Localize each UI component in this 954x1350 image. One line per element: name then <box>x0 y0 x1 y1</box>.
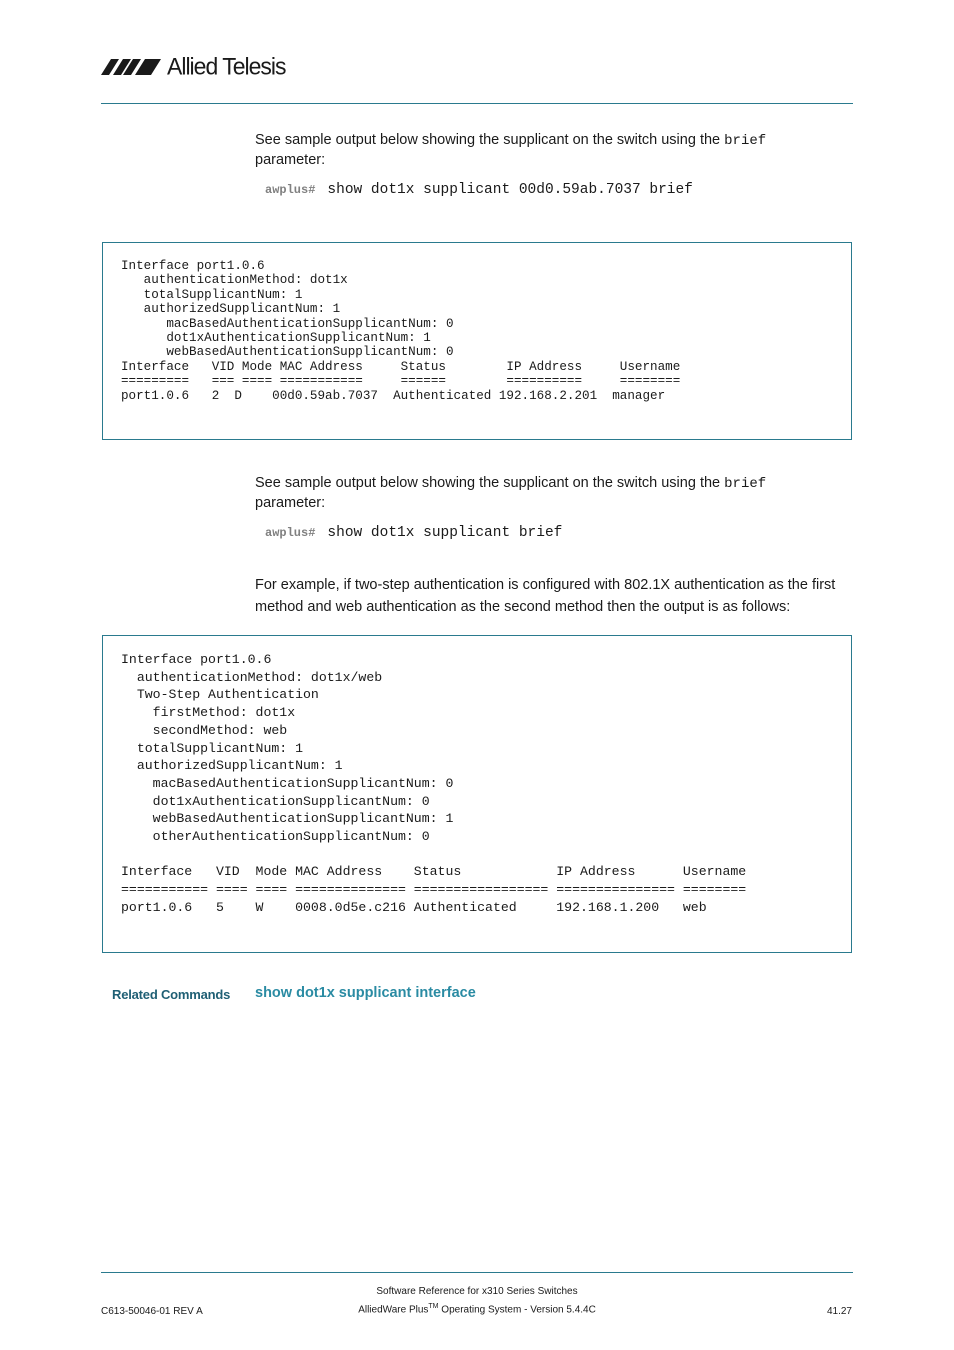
section2-intro <box>255 474 855 513</box>
section2-output-line: authorizedSupplicantNum: 1 <box>121 758 343 774</box>
section2-output-line: otherAuthenticationSupplicantNum: 0 <box>121 829 430 845</box>
header-rule <box>101 103 853 104</box>
section2-command-line <box>265 525 562 541</box>
footer-rule <box>101 1272 853 1273</box>
section1-output-line: port1.0.6 2 D 00d0.59ab.7037 Authenticated 192.168.2.201 manager <box>121 388 666 403</box>
section2-command: show dot1x supplicant brief <box>327 525 563 541</box>
section2-output-line: webBasedAuthenticationSupplicantNum: 1 <box>121 811 454 827</box>
footer-title: Software Reference for x310 Series Switches <box>376 1286 578 1297</box>
section2-intro-code: brief <box>724 476 767 492</box>
section1-output-line: authorizedSupplicantNum: 1 <box>121 302 341 317</box>
section1-output-box <box>102 242 852 440</box>
section2-output-line: firstMethod: dot1x <box>121 705 296 721</box>
section2-output-line: secondMethod: web <box>121 722 288 738</box>
section2-output-line: Interface VID Mode MAC Address Status IP Address Username <box>121 864 747 880</box>
section1-output-line: Interface port1.0.6 <box>121 259 265 273</box>
section1-output-line: dot1xAuthenticationSupplicantNum: 1 <box>121 331 431 346</box>
section1-output-line: Interface VID Mode MAC Address Status IP Address Username <box>121 359 681 374</box>
brand-name: Allied Telesis <box>167 51 286 80</box>
section1-output-line: totalSupplicantNum: 1 <box>121 287 303 302</box>
related-commands-label: Related Commands <box>112 987 231 1002</box>
related-command-link[interactable]: show dot1x supplicant interface <box>255 985 476 1001</box>
section1-command-line <box>265 182 693 198</box>
section1-command: show dot1x supplicant 00d0.59ab.7037 brief <box>327 182 693 198</box>
section1-output-line: ========= === ==== =========== ====== ========== ======== <box>121 374 681 389</box>
footer-os-suffix: Operating System - Version 5.4.4C <box>438 1304 596 1316</box>
section2-output-line: Two-Step Authentication <box>121 687 319 703</box>
section2-output-line: =========== ==== ==== ============== ================= =============== ======== <box>121 882 747 898</box>
footer-page-number: 41.27 <box>826 1306 852 1317</box>
section2-output-line: authenticationMethod: dot1x/web <box>121 669 383 685</box>
footer-doc-id: C613-50046-01 REV A <box>101 1306 203 1317</box>
section1-intro <box>255 131 855 170</box>
footer-os-prefix: AlliedWare Plus <box>358 1304 429 1316</box>
section2-intro-text: See sample output below showing the supplicant on the switch using the <box>255 475 725 491</box>
section2-output-line: totalSupplicantNum: 1 <box>121 740 304 756</box>
section2-output <box>121 651 746 917</box>
section2-output-box <box>102 635 852 953</box>
section2-example-text: For example, if two-step authentication is configured with 802.1X authentication as the first method and web authentication as the second method then the output is as follows: <box>255 577 836 615</box>
section1-output <box>121 259 680 403</box>
section1-intro-text: See sample output below showing the supplicant on the switch using the <box>255 132 725 148</box>
section1-intro-code: brief <box>724 133 767 149</box>
section1-output-line: webBasedAuthenticationSupplicantNum: 0 <box>121 345 454 360</box>
section2-output-line: macBasedAuthenticationSupplicantNum: 0 <box>121 775 454 791</box>
footer-os-tm: TM <box>428 1303 439 1310</box>
brand-logo <box>101 52 286 80</box>
section2-output-line: port1.0.6 5 W 0008.0d5e.c216 Authenticated 192.168.1.200 web <box>121 899 707 915</box>
section1-output-line: authenticationMethod: dot1x <box>121 273 348 288</box>
section1-intro-tail: parameter: <box>255 152 326 168</box>
section1-output-line: macBasedAuthenticationSupplicantNum: 0 <box>121 316 454 331</box>
section2-prompt: awplus# <box>265 526 316 540</box>
section1-prompt: awplus# <box>265 183 316 197</box>
allied-telesis-logo-icon <box>101 56 163 76</box>
section2-output-line: dot1xAuthenticationSupplicantNum: 0 <box>121 793 430 809</box>
section2-intro-tail: parameter: <box>255 495 326 511</box>
section2-output-line: Interface port1.0.6 <box>121 652 272 667</box>
